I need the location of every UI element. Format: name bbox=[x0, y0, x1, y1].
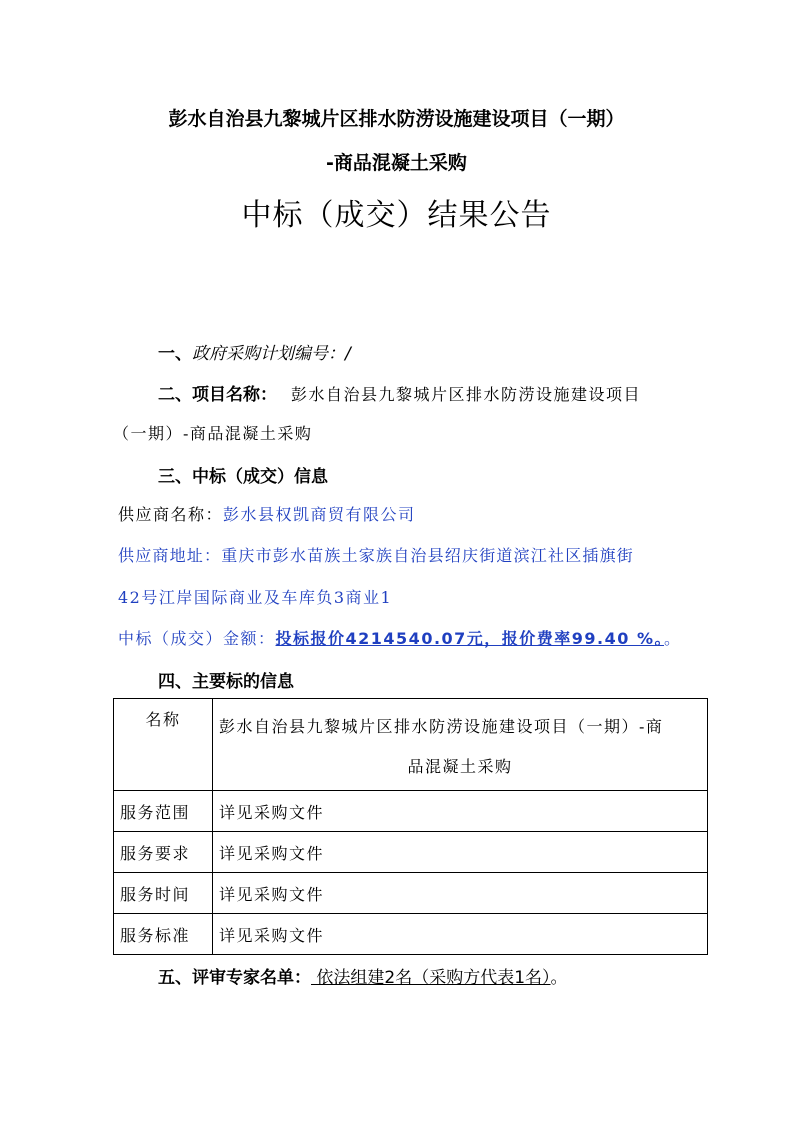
section-2-label: 二、项目名称： bbox=[158, 385, 277, 405]
amount-row bbox=[118, 626, 682, 649]
table-row-label: 服务时间 bbox=[114, 873, 213, 914]
amount-value: 投标报价4214540.07元，报价费率99.40 %。 bbox=[275, 629, 665, 648]
table-name-value bbox=[213, 699, 708, 791]
table-row bbox=[114, 873, 708, 914]
table-row-value: 详见采购文件 bbox=[213, 791, 708, 832]
page-title: 中标（成交）结果公告 bbox=[241, 198, 552, 233]
supplier-name-label: 供应商名称： bbox=[118, 505, 224, 524]
section-5-label: 五、评审专家名单： bbox=[158, 968, 311, 988]
table-row bbox=[114, 832, 708, 873]
section-2 bbox=[158, 380, 641, 405]
table-row-label: 服务要求 bbox=[114, 832, 213, 873]
supplier-address-line2: 42号江岸国际商业及车库负3商业1 bbox=[118, 588, 393, 607]
table-name-value-line1: 彭水自治县九黎城片区排水防涝设施建设项目（一期）-商 bbox=[219, 716, 664, 736]
subject-info-table bbox=[113, 698, 708, 955]
table-row-value: 详见采购文件 bbox=[213, 914, 708, 955]
title-line-1: 彭水自治县九黎城片区排水防涝设施建设项目（一期） bbox=[168, 108, 625, 130]
expert-list-suffix: 。 bbox=[550, 968, 568, 988]
supplier-address-line1: 供应商地址：重庆市彭水苗族土家族自治县绍庆街道滨江社区插旗街 bbox=[118, 546, 635, 565]
table-row bbox=[114, 699, 708, 791]
section-3-heading: 三、中标（成交）信息 bbox=[158, 467, 328, 487]
plan-number: 政府采购计划编号：/ bbox=[192, 344, 351, 364]
project-name-line1: 彭水自治县九黎城片区排水防涝设施建设项目 bbox=[291, 385, 642, 404]
supplier-name: 彭水县权凯商贸有限公司 bbox=[223, 505, 416, 524]
amount-suffix: 。 bbox=[664, 629, 682, 648]
section-1-label: 一、 bbox=[158, 344, 192, 364]
table-row-label: 服务范围 bbox=[114, 791, 213, 832]
table-row-value: 详见采购文件 bbox=[213, 832, 708, 873]
table-row bbox=[114, 791, 708, 832]
table-name-label: 名称 bbox=[114, 699, 213, 791]
supplier-name-row bbox=[118, 502, 416, 525]
expert-list: 依法组建2名（采购方代表1名） bbox=[311, 968, 551, 988]
section-4-heading: 四、主要标的信息 bbox=[158, 672, 294, 692]
table-row bbox=[114, 914, 708, 955]
table-row-value: 详见采购文件 bbox=[213, 873, 708, 914]
table-row-label: 服务标准 bbox=[114, 914, 213, 955]
title-line-2: -商品混凝土采购 bbox=[326, 152, 467, 174]
section-1 bbox=[158, 339, 351, 364]
table-name-value-line2: 品混凝土采购 bbox=[407, 756, 513, 776]
amount-label: 中标（成交）金额： bbox=[118, 629, 276, 648]
section-5 bbox=[158, 963, 568, 988]
project-name-line2: （一期）-商品混凝土采购 bbox=[113, 424, 313, 443]
